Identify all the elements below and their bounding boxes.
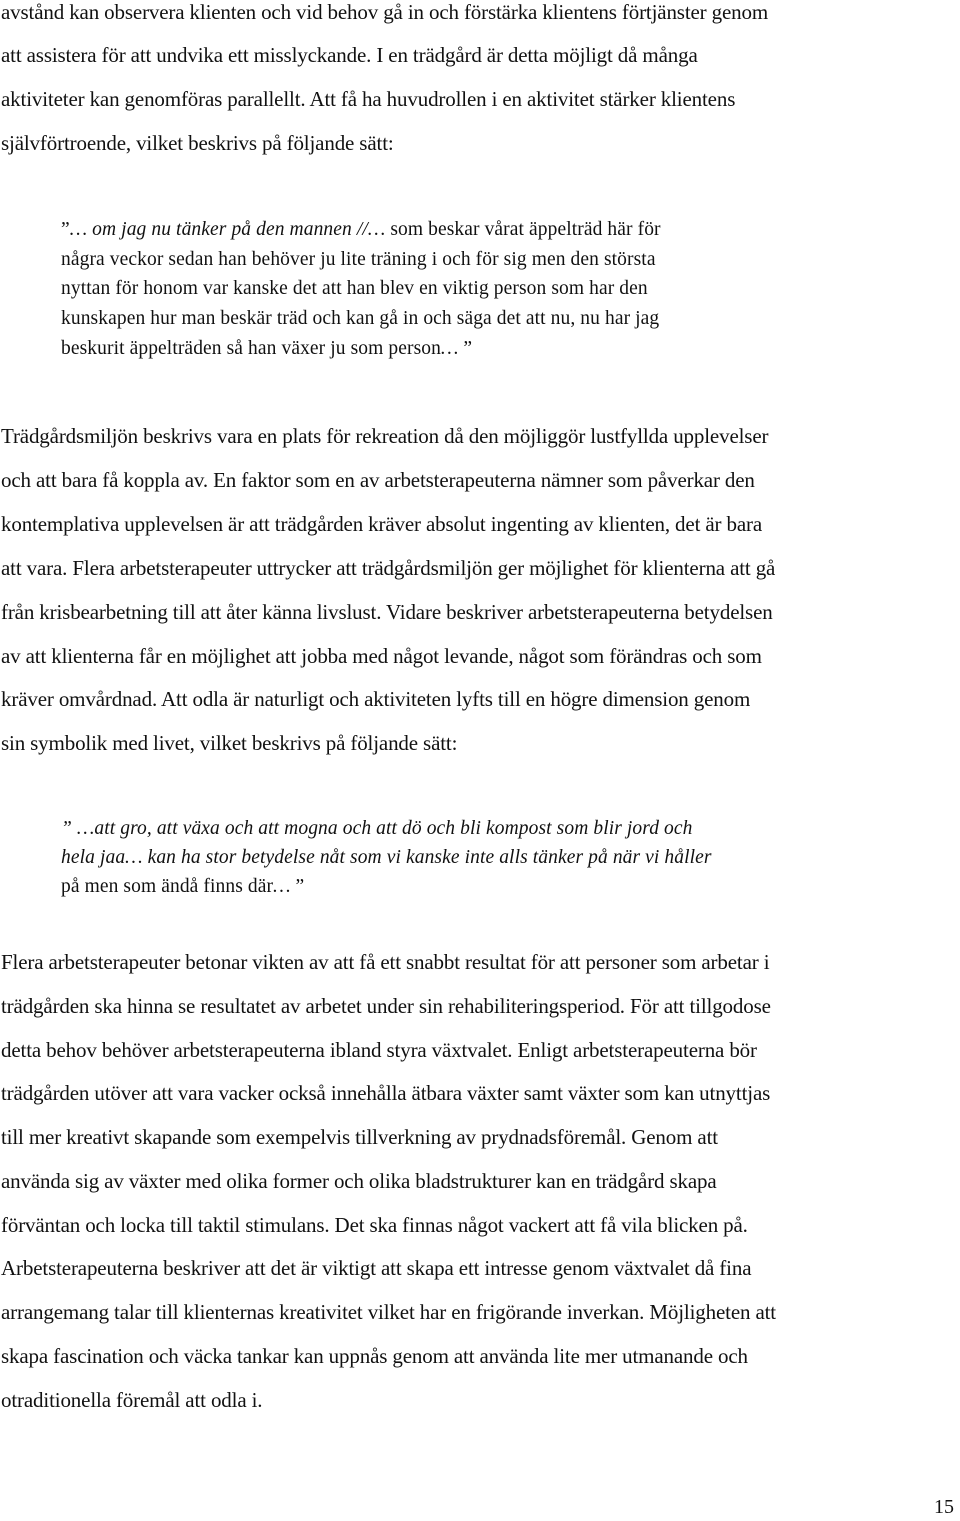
quote-open-mark: ” xyxy=(61,219,70,240)
quote-line xyxy=(61,818,693,840)
text-line: att assistera för att undvika ett misslyckande. I en trädgård är detta möjligt då många xyxy=(1,43,698,67)
quote-line: några veckor sedan han behöver ju lite träning i och för sig men den största xyxy=(61,249,656,270)
text-line: sin symbolik med livet, vilket beskrivs på följande sätt: xyxy=(1,731,458,755)
quote-text: beskurit äppelträden så han växer ju som person xyxy=(61,338,441,359)
quote-line xyxy=(61,876,304,898)
text-line: detta behov behöver arbetsterapeuterna ibland styra växtvalet. Enligt arbetsterapeuterna bör xyxy=(1,1038,757,1062)
text-line: arrangemang talar till klienternas kreativitet vilket har en frigörande inverkan. Möjligheten att xyxy=(1,1300,776,1324)
text-line: aktiviteter kan genomföras parallellt. Att få ha huvudrollen i en aktivitet stärker klientens xyxy=(1,87,736,111)
quote-line: kunskapen hur man beskär träd och kan gå in och säga det att nu, nu har jag xyxy=(61,308,660,329)
text-line: trädgården ska hinna se resultatet av arbetet under sin rehabiliteringsperiod. För att tillgodose xyxy=(1,994,771,1018)
quote-italic-text: ” …att gro, att växa och att mogna och att dö och bli kompost som blir jord och xyxy=(61,818,693,839)
text-line: Flera arbetsterapeuter betonar vikten av att få ett snabbt resultat för att personer som arbetar i xyxy=(1,950,770,974)
quote-text: på men som ändå finns där xyxy=(61,876,274,897)
text-line: förväntan och locka till taktil stimulans. Det ska finnas något vackert att få vila blicken på. xyxy=(1,1213,748,1237)
quote-ellipsis: … xyxy=(273,876,291,897)
text-line: och att bara få koppla av. En faktor som en av arbetsterapeuterna nämner som påverkar den xyxy=(1,468,755,492)
text-line: Arbetsterapeuterna beskriver att det är viktigt att skapa ett intresse genom växtvalet då fina xyxy=(1,1256,752,1280)
text-line: använda sig av växter med olika former och olika bladstrukturer kan en trädgård skapa xyxy=(1,1169,717,1193)
quote-ellipsis: … xyxy=(440,338,459,359)
text-line: Trädgårdsmiljön beskrivs vara en plats för rekreation då den möjliggör lustfyllda upplevelser xyxy=(1,424,769,448)
quote-line xyxy=(61,847,712,869)
quote-italic-text: … om jag nu tänker på den mannen //… xyxy=(69,219,386,240)
text-line: att vara. Flera arbetsterapeuter uttrycker att trädgårdsmiljön ger möjlighet för klienterna att gå xyxy=(1,556,776,580)
text-line: kontemplativa upplevelsen är att trädgården kräver absolut ingenting av klienten, det är bara xyxy=(1,512,763,536)
text-line: självförtroende, vilket beskrivs på följande sätt: xyxy=(1,131,394,155)
quote-text: som beskar vårat äppelträd här för xyxy=(385,219,661,240)
quote-italic-text: hela jaa… kan ha stor betydelse nåt som vi kanske inte alls tänker på när vi håller xyxy=(61,847,712,868)
text-line: av att klienterna får en möjlighet att jobba med något levande, något som förändras och som xyxy=(1,644,762,668)
page-number: 15 xyxy=(934,1496,954,1518)
quote-close-mark: ” xyxy=(458,338,473,359)
text-line: skapa fascination och väcka tankar kan uppnås genom att använda lite mer utmanande och xyxy=(1,1344,748,1368)
text-line: avstånd kan observera klienten och vid behov gå in och förstärka klientens förtjänster genom xyxy=(1,0,769,24)
quote-line xyxy=(61,338,472,360)
quote-line xyxy=(61,219,661,241)
quote-line: nyttan för honom var kanske det att han blev en viktig person som har den xyxy=(61,278,648,299)
text-line: till mer kreativt skapande som exempelvis tillverkning av prydnadsföremål. Genom att xyxy=(1,1125,718,1149)
quote-close-mark: ” xyxy=(290,876,305,897)
text-line: trädgården utöver att vara vacker också innehålla ätbara växter samt växter som kan utnyttjas xyxy=(1,1081,771,1105)
text-line: från krisbearbetning till att åter känna livslust. Vidare beskriver arbetsterapeuterna betydelsen xyxy=(1,600,773,624)
text-line: otraditionella föremål att odla i. xyxy=(1,1388,263,1412)
text-line: kräver omvårdnad. Att odla är naturligt och aktiviteten lyfts till en högre dimension genom xyxy=(1,687,751,711)
